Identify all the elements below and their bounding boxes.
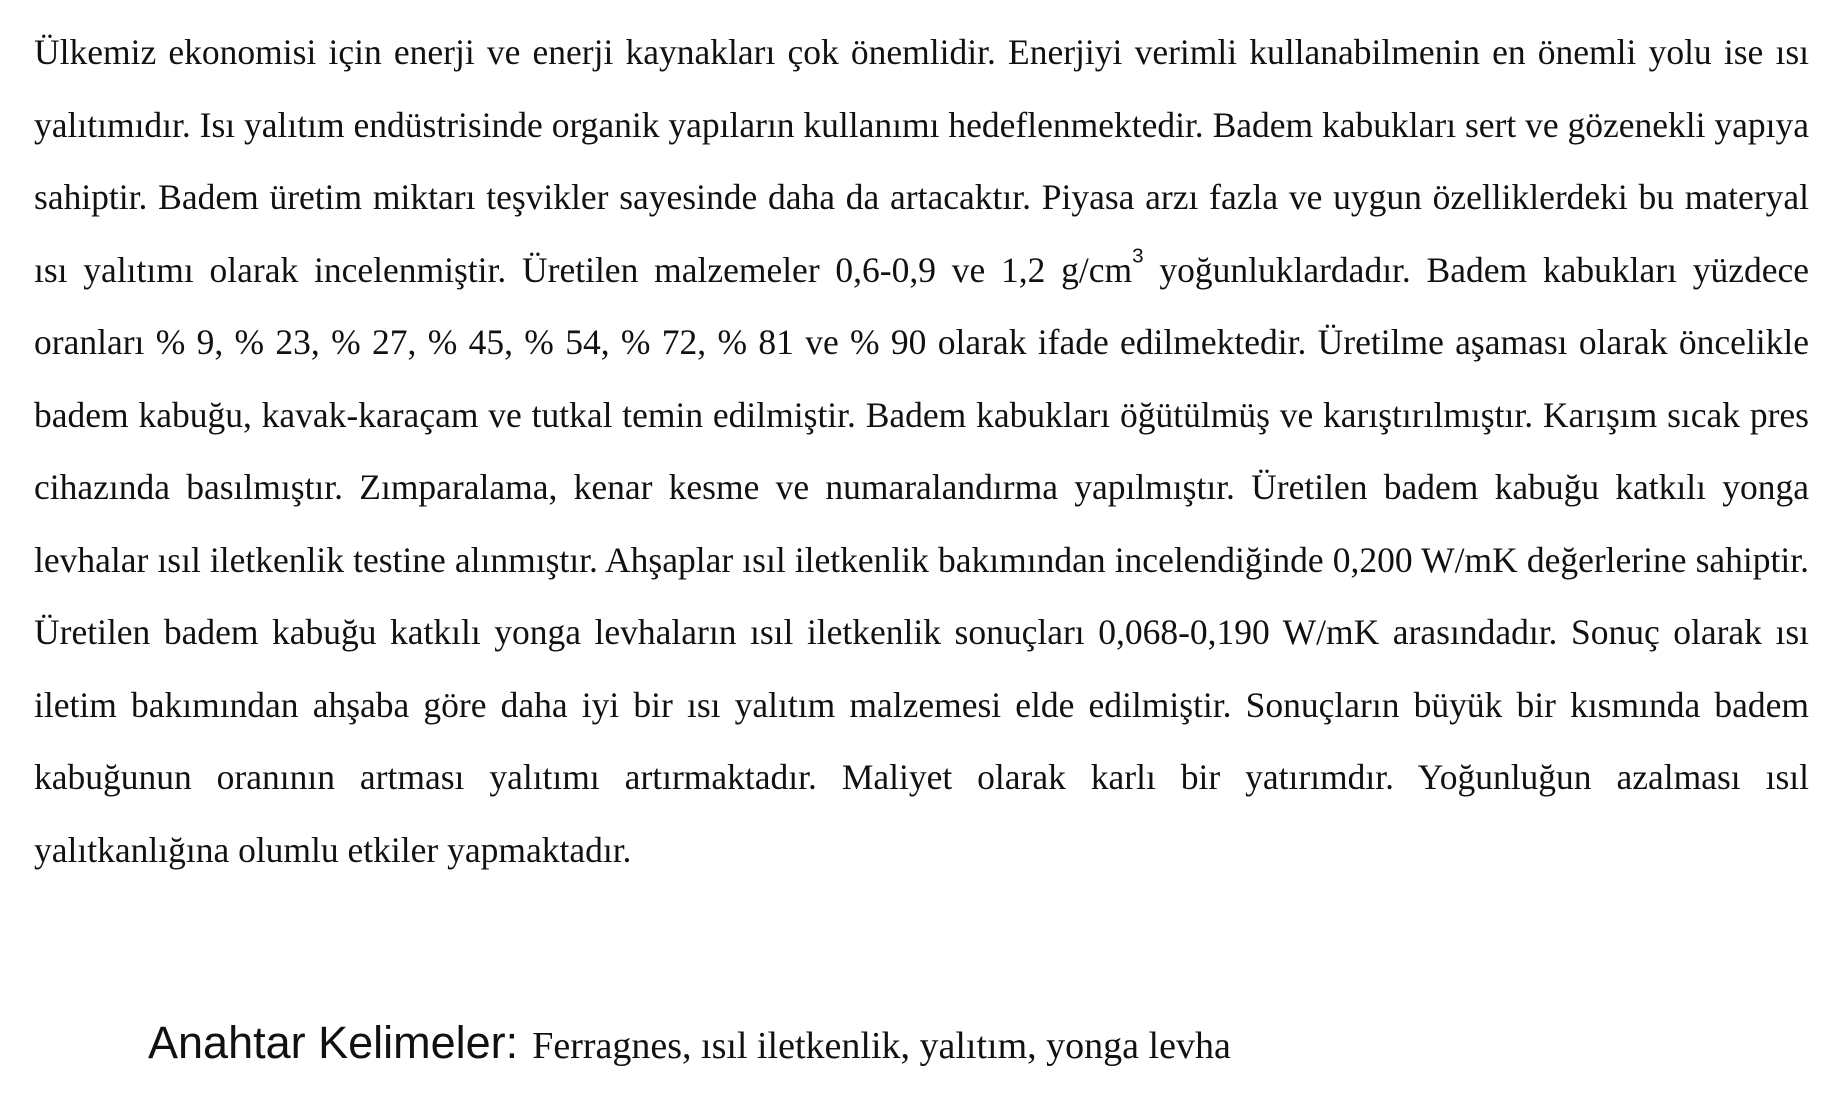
keywords-line	[148, 1017, 1231, 1069]
abstract-paragraph	[34, 16, 1809, 886]
document-page	[34, 16, 1809, 886]
keywords-label: Anahtar Kelimeler:	[148, 1017, 519, 1068]
superscript-exponent: 3	[1132, 243, 1144, 267]
keywords-list: Ferragnes, ısıl iletkenlik, yalıtım, yonga levha	[532, 1025, 1231, 1067]
abstract-text-part-1: Ülkemiz ekonomisi için enerji ve enerji kaynakları çok önemlidir. Enerjiyi verimli kullanabilmenin en önemli yolu ise ısı yalıtımıdır. Isı yalıtım endüstrisinde organik yapıların kullanımı hedeflenmektedir. Badem kabukları sert ve gözenekli yapıya sahiptir. Badem üretim miktarı teşvikler sayesinde daha da artacaktır. Piyasa arzı fazla ve uygun özelliklerdeki bu materyal ısı yalıtımı olarak incelenmiştir. Üretilen malzemeler 0,6-0,9 ve 1,2 g/cm	[34, 32, 1809, 290]
abstract-text-part-2: yoğunluklardadır. Badem kabukları yüzdece oranları % 9, % 23, % 27, % 45, % 54, % 72, % 81 ve % 90 olarak ifade edilmektedir. Üretilme aşaması olarak öncelikle badem kabuğu, kavak-karaçam ve tutkal temin edilmiştir. Badem kabukları öğütülmüş ve karıştırılmıştır. Karışım sıcak pres cihazında basılmıştır. Zımparalama, kenar kesme ve numaralandırma yapılmıştır. Üretilen badem kabuğu katkılı yonga levhalar ısıl iletkenlik testine alınmıştır. Ahşaplar ısıl iletkenlik bakımından incelendiğinde 0,200 W/mK değerlerine sahiptir. Üretilen badem kabuğu katkılı yonga levhaların ısıl iletkenlik sonuçları 0,068-0,190 W/mK arasındadır. Sonuç olarak ısı iletim bakımından ahşaba göre daha iyi bir ısı yalıtım malzemesi elde edilmiştir. Sonuçların büyük bir kısmında badem kabuğunun oranının artması yalıtımı artırmaktadır. Maliyet olarak karlı bir yatırımdır. Yoğunluğun azalması ısıl yalıtkanlığına olumlu etkiler yapmaktadır.	[34, 249, 1809, 870]
